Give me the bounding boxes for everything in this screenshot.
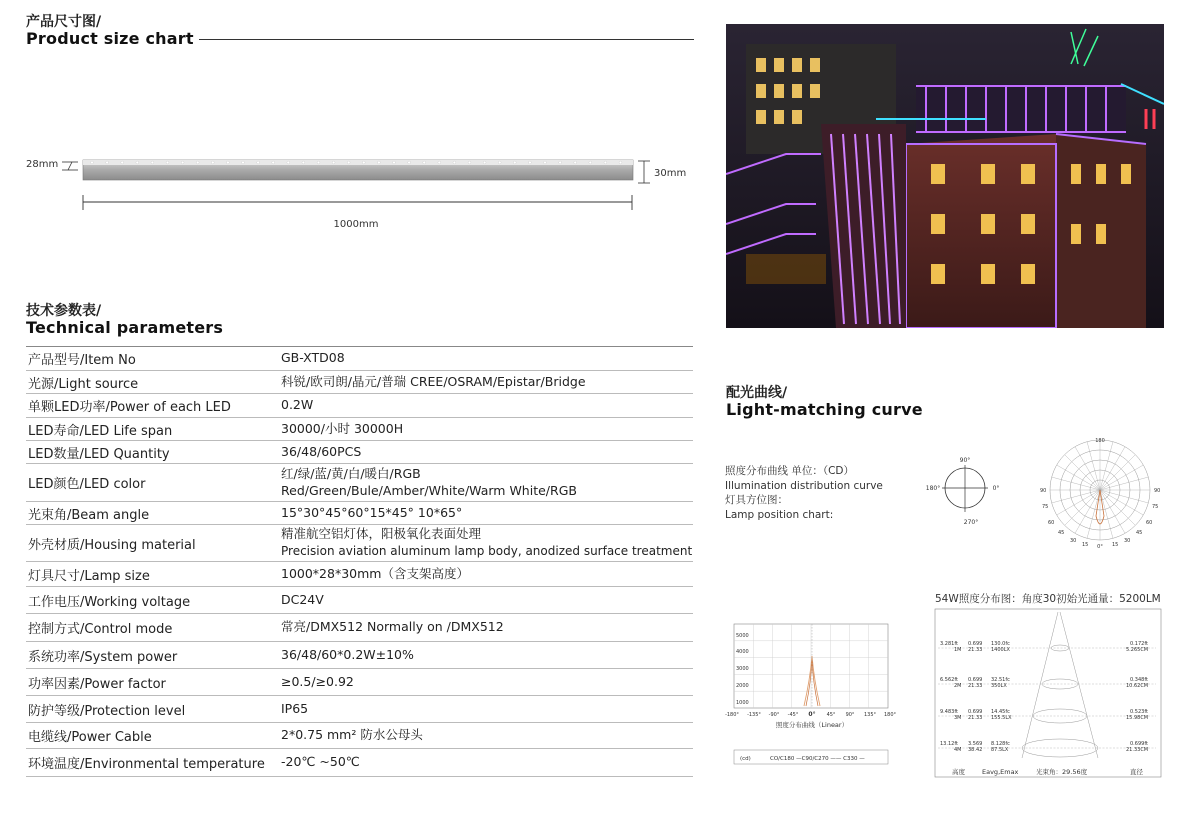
- param-label: 控制方式/Control mode: [28, 622, 173, 637]
- param-label: 防护等级/Protection level: [28, 703, 186, 719]
- param-value: 36/48/60*0.2W±10%: [281, 646, 414, 662]
- table-row: [26, 749, 693, 777]
- polar-l45: 45: [1058, 530, 1065, 536]
- param-value: [281, 526, 693, 559]
- param-label: 产品型号/Item No: [28, 353, 136, 368]
- param-label: 功率因素/Power factor: [28, 676, 166, 692]
- table-row: [26, 562, 693, 587]
- param-value: 常亮/DMX512 Normally on /DMX512: [281, 619, 504, 635]
- cone-e2: 21.33: [968, 683, 983, 689]
- table-row: [26, 441, 693, 464]
- polar-r30: 30: [1124, 538, 1131, 544]
- cone-dist-ft: 13.12ft: [940, 741, 958, 747]
- param-label: 灯具尺寸/Lamp size: [28, 568, 150, 584]
- ytick: 1000: [736, 700, 749, 706]
- cone-lux-fc: 8.128fc: [991, 741, 1010, 747]
- cone-lux: 350LX: [991, 683, 1007, 689]
- param-value-line2: Red/Green/Bule/Amber/White/Warm White/RGB: [281, 482, 577, 498]
- technical-heading: [26, 303, 223, 337]
- cone-d-cm: 21.33CM: [1126, 747, 1149, 753]
- cone-e1: 3.569: [968, 741, 983, 747]
- linear-caption: 照度分布曲线（Linear）: [775, 721, 849, 729]
- technical-title-en: Technical parameters: [26, 318, 224, 338]
- param-value-line2: Precision aviation aluminum lamp body, anodized surface treatment: [281, 544, 693, 559]
- cone-e1: 0.699: [968, 709, 983, 715]
- size-chart-title-en: Product size chart: [26, 29, 194, 49]
- table-row: [26, 464, 693, 502]
- cone-illuminance-chart: [934, 608, 1164, 780]
- polar-r15: 15: [1112, 542, 1119, 548]
- cone-footer-height: 高度: [952, 768, 965, 776]
- table-row: [26, 347, 693, 371]
- dim-height-left: 28mm: [26, 159, 59, 170]
- param-label: 单颗LED功率/Power of each LED: [28, 400, 231, 415]
- param-value: 科锐/欧司朗/晶元/普瑞 CREE/OSRAM/Epistar/Bridge: [281, 373, 586, 389]
- compass-right: 0°: [992, 485, 1000, 492]
- param-label: LED颜色/LED color: [28, 477, 146, 492]
- cone-footer-beam: 光束角：29.56度: [1036, 768, 1088, 776]
- polar-distribution-chart: [1036, 436, 1164, 552]
- polar-r90: 90: [1154, 488, 1161, 494]
- polar-r45: 45: [1136, 530, 1143, 536]
- table-row: [26, 371, 693, 394]
- lamp-lens: [83, 160, 633, 165]
- light-curve-title-en: Light-matching curve: [726, 400, 923, 420]
- param-value: DC24V: [281, 591, 324, 607]
- technical-title-cn: 技术参数表/: [26, 303, 102, 319]
- param-value: 36/48/60PCS: [281, 443, 362, 459]
- curve-description: [725, 464, 883, 523]
- cone-dist-ft: 3.281ft: [940, 641, 958, 647]
- cone-lux-fc: 130.0fc: [991, 641, 1010, 647]
- param-value: 30000/小时 30000H: [281, 420, 404, 436]
- cone-e1: 0.699: [968, 641, 983, 647]
- ytick: 2000: [736, 683, 749, 689]
- desc-en2: Lamp position chart:: [725, 509, 834, 522]
- param-value: [281, 466, 693, 500]
- param-value: 0.2W: [281, 397, 314, 413]
- table-row: [26, 669, 693, 696]
- cone-e1: 0.699: [968, 677, 983, 683]
- compass-left: 180°: [925, 485, 941, 492]
- param-label: 环境温度/Environmental temperature: [28, 757, 265, 772]
- polar-l75: 75: [1042, 504, 1049, 510]
- xtick: -180°: [725, 712, 739, 718]
- ytick: 4000: [736, 649, 749, 655]
- polar-l60: 60: [1048, 520, 1055, 526]
- light-curve-heading: [726, 385, 923, 419]
- dim-length: 1000mm: [333, 219, 379, 230]
- cone-e2: 21.33: [968, 647, 983, 653]
- param-value: 1000*28*30mm（含支架高度）: [281, 565, 469, 581]
- table-row: [26, 723, 693, 749]
- polar-l30: 30: [1070, 538, 1077, 544]
- cone-lux-fc: 32.51fc: [991, 677, 1010, 683]
- polar-l15: 15: [1082, 542, 1089, 548]
- size-chart-rule: [199, 39, 694, 40]
- cone-d-cm: 5.265CM: [1126, 647, 1149, 653]
- table-row: [26, 418, 693, 441]
- legend-cd: (cd): [740, 756, 751, 762]
- cone-dist-m: 4M: [954, 747, 962, 753]
- cone-d-ft: 0.348ft: [1130, 677, 1148, 683]
- cone-footer-eavg: Eavg,Emax: [982, 768, 1019, 776]
- xtick: 90°: [845, 712, 855, 718]
- linear-distribution-chart: [724, 620, 904, 770]
- param-value: -20℃ ~50℃: [281, 754, 360, 770]
- table-row: [26, 525, 693, 562]
- cone-dist-m: 2M: [954, 683, 962, 689]
- cone-lux: 1400LX: [991, 647, 1010, 653]
- desc-cn2: 灯具方位图：: [725, 494, 788, 507]
- xtick: 0°: [808, 711, 816, 718]
- table-row: [26, 394, 693, 418]
- polar-r75: 75: [1152, 504, 1159, 510]
- desc-cn1: 照度分布曲线 单位：（CD）: [725, 465, 855, 477]
- param-label: LED数量/LED Quantity: [28, 446, 170, 462]
- param-label: LED寿命/LED Life span: [28, 423, 173, 439]
- cone-footer-dia: 直径: [1130, 768, 1143, 776]
- xtick: -45°: [787, 712, 799, 718]
- cone-lux: 155.5LX: [991, 715, 1012, 721]
- param-value: 2*0.75 mm² 防水公母头: [281, 727, 423, 743]
- polar-r60: 60: [1146, 520, 1153, 526]
- table-row: [26, 696, 693, 723]
- cone-dist-ft: 6.562ft: [940, 677, 958, 683]
- table-row: [26, 587, 693, 614]
- param-value: 15°30°45°60°15*45° 10*65°: [281, 504, 463, 520]
- param-label: 电缆线/Power Cable: [28, 730, 152, 745]
- cone-d-ft: 0.699ft: [1130, 741, 1148, 747]
- param-value: GB-XTD08: [281, 350, 345, 366]
- table-row: [26, 502, 693, 525]
- light-curve-title-cn: 配光曲线/: [726, 385, 788, 401]
- dim-height-right: 30mm: [654, 168, 687, 179]
- legend-series: CO/C180 —C90/C270 —— C330 —: [770, 756, 865, 762]
- application-photo: [726, 24, 1164, 328]
- polar-l90: 90: [1040, 488, 1047, 494]
- table-row: [26, 642, 693, 669]
- size-chart-title-cn: 产品尺寸图/: [26, 14, 102, 30]
- lamp-dimension-drawing: [20, 150, 700, 240]
- cone-e2: 38.42: [968, 747, 983, 753]
- size-chart-heading: [26, 14, 194, 48]
- param-label: 工作电压/Working voltage: [28, 594, 191, 610]
- param-label: 光束角/Beam angle: [28, 507, 150, 523]
- ytick: 5000: [736, 633, 749, 639]
- param-label: 系统功率/System power: [28, 649, 178, 665]
- param-value-line1: 红/绿/蓝/黄/白/暖白/RGB: [281, 465, 421, 481]
- xtick: 180°: [883, 712, 897, 718]
- cone-lux-fc: 14.45fc: [991, 709, 1010, 715]
- polar-top: 180: [1095, 438, 1105, 444]
- cone-d-cm: 15.98CM: [1126, 715, 1149, 721]
- table-row: [26, 614, 693, 642]
- cone-dist-m: 3M: [954, 715, 962, 721]
- param-value: IP65: [281, 700, 309, 716]
- cone-dist-m: 1M: [954, 647, 962, 653]
- building-illustration: [726, 24, 1164, 328]
- polar-bottom: 0°: [1097, 544, 1103, 550]
- xtick: -135°: [747, 712, 761, 718]
- param-label: 外壳材质/Housing material: [28, 537, 196, 553]
- param-value: ≥0.5/≥0.92: [281, 673, 354, 689]
- cone-d-ft: 0.172ft: [1130, 641, 1148, 647]
- cone-lux: 87.5LX: [991, 747, 1009, 753]
- cone-title: 54W照度分布图：角度30初始光通量：5200LM: [935, 593, 1161, 605]
- cone-d-cm: 10.62CM: [1126, 683, 1149, 689]
- xtick: 135°: [863, 712, 877, 718]
- desc-en1: Illumination distribution curve: [725, 479, 883, 492]
- param-value-line1: 精准航空铝灯体，阳极氧化表面处理: [281, 526, 482, 542]
- xtick: -90°: [768, 712, 780, 718]
- cone-e2: 21.33: [968, 715, 983, 721]
- cone-dist-ft: 9.483ft: [940, 709, 958, 715]
- ytick: 3000: [736, 666, 749, 672]
- param-label: 光源/Light source: [28, 376, 139, 392]
- xtick: 45°: [826, 712, 836, 718]
- lamp-position-chart: [920, 452, 1010, 528]
- cone-d-ft: 0.523ft: [1130, 709, 1148, 715]
- parameter-table: [26, 346, 693, 777]
- compass-top: 90°: [959, 457, 971, 464]
- compass-bottom: 270°: [963, 519, 979, 526]
